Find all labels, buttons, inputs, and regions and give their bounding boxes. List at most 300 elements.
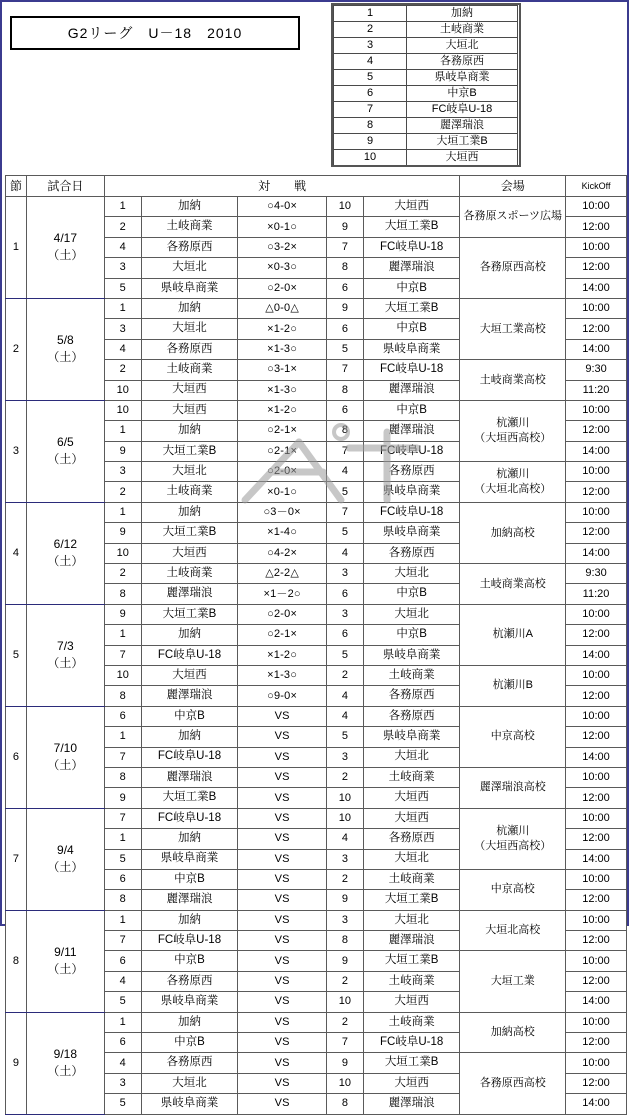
home-team-number: 9 <box>104 523 141 543</box>
venue-line: （大垣北高校） <box>474 482 552 495</box>
match-score: ○2-0× <box>238 462 327 482</box>
kickoff-time: 10:00 <box>566 869 627 889</box>
team-list-row <box>334 118 518 134</box>
match-score: VS <box>238 992 327 1012</box>
away-team-name: 中京B <box>363 625 460 645</box>
kickoff-time: 14:00 <box>566 441 627 461</box>
home-team-name: 県岐阜商業 <box>141 992 238 1012</box>
home-team-name: 大垣工業B <box>141 523 238 543</box>
match-date-weekday: （土） <box>47 452 84 467</box>
home-team-number: 1 <box>104 421 141 441</box>
kickoff-time: 10:00 <box>566 604 627 624</box>
away-team-name: 県岐阜商業 <box>363 339 460 359</box>
team-list-table <box>333 5 518 166</box>
venue-name <box>460 604 566 665</box>
home-team-number: 2 <box>104 564 141 584</box>
home-team-number: 1 <box>104 727 141 747</box>
away-team-number: 5 <box>326 482 363 502</box>
venue-line: 中京高校 <box>490 730 535 743</box>
away-team-number: 8 <box>326 258 363 278</box>
home-team-name: 麗澤瑞浪 <box>141 767 238 787</box>
away-team-name: 中京B <box>363 400 460 420</box>
venue-name <box>460 400 566 461</box>
match-score: ○2-0× <box>238 604 327 624</box>
away-team-number: 2 <box>326 665 363 685</box>
team-name: FC岐阜U-18 <box>407 102 518 118</box>
match-score: VS <box>238 1053 327 1073</box>
away-team-name: 各務原西 <box>363 829 460 849</box>
away-team-number: 6 <box>326 400 363 420</box>
away-team-number: 5 <box>326 523 363 543</box>
venue-name <box>460 197 566 238</box>
away-team-name: 麗澤瑞浪 <box>363 931 460 951</box>
kickoff-time: 14:00 <box>566 543 627 563</box>
home-team-name: 加納 <box>141 421 238 441</box>
away-team-name: 大垣北 <box>363 747 460 767</box>
match-score: ×1－2○ <box>238 584 327 604</box>
home-team-number: 6 <box>104 951 141 971</box>
home-team-name: 土岐商業 <box>141 217 238 237</box>
match-row <box>6 400 627 420</box>
home-team-name: 中京B <box>141 869 238 889</box>
match-score: VS <box>238 1033 327 1053</box>
away-team-name: 各務原西 <box>363 543 460 563</box>
away-team-name: 大垣北 <box>363 849 460 869</box>
away-team-number: 9 <box>326 1053 363 1073</box>
match-row <box>6 604 627 624</box>
venue-line: 中京高校 <box>490 883 535 896</box>
kickoff-time: 14:00 <box>566 1094 627 1114</box>
venue-name <box>460 360 566 401</box>
match-date-weekday: （土） <box>47 758 84 773</box>
away-team-number: 4 <box>326 462 363 482</box>
team-name: 県岐阜商業 <box>407 70 518 86</box>
match-score: ×1-2○ <box>238 645 327 665</box>
away-team-number: 9 <box>326 217 363 237</box>
away-team-name: 大垣北 <box>363 604 460 624</box>
header-date: 試合日 <box>26 176 104 197</box>
away-team-number: 7 <box>326 502 363 522</box>
away-team-number: 9 <box>326 951 363 971</box>
kickoff-time: 14:00 <box>566 645 627 665</box>
match-score: VS <box>238 1094 327 1114</box>
home-team-number: 10 <box>104 543 141 563</box>
match-date-day: 6/5 <box>57 434 74 449</box>
away-team-name: 麗澤瑞浪 <box>363 380 460 400</box>
section-number: 3 <box>6 400 27 502</box>
home-team-name: 県岐阜商業 <box>141 278 238 298</box>
away-team-number: 9 <box>326 890 363 910</box>
home-team-name: 加納 <box>141 197 238 217</box>
match-date-day: 9/4 <box>57 842 74 857</box>
away-team-name: 各務原西 <box>363 686 460 706</box>
match-score: VS <box>238 788 327 808</box>
match-score: VS <box>238 910 327 930</box>
home-team-number: 3 <box>104 258 141 278</box>
venue-line: 麗澤瑞浪高校 <box>479 781 546 794</box>
away-team-number: 6 <box>326 584 363 604</box>
kickoff-time: 12:00 <box>566 421 627 441</box>
venue-name <box>460 462 566 503</box>
kickoff-time: 10:00 <box>566 298 627 318</box>
home-team-number: 1 <box>104 910 141 930</box>
kickoff-time: 10:00 <box>566 1053 627 1073</box>
home-team-number: 9 <box>104 604 141 624</box>
away-team-number: 5 <box>326 645 363 665</box>
away-team-number: 8 <box>326 380 363 400</box>
away-team-name: 大垣工業B <box>363 890 460 910</box>
kickoff-time: 12:00 <box>566 1073 627 1093</box>
home-team-name: 加納 <box>141 829 238 849</box>
away-team-number: 2 <box>326 1012 363 1032</box>
home-team-name: FC岐阜U-18 <box>141 645 238 665</box>
home-team-number: 3 <box>104 319 141 339</box>
match-score: ×1-2○ <box>238 400 327 420</box>
kickoff-time: 14:00 <box>566 339 627 359</box>
team-name: 加納 <box>407 6 518 22</box>
home-team-number: 9 <box>104 441 141 461</box>
venue-line: 杭瀬川A <box>492 628 533 641</box>
home-team-number: 8 <box>104 890 141 910</box>
away-team-number: 4 <box>326 706 363 726</box>
match-score: VS <box>238 951 327 971</box>
home-team-name: 加納 <box>141 625 238 645</box>
home-team-name: 大垣工業B <box>141 604 238 624</box>
match-score: ○2-1× <box>238 625 327 645</box>
match-date-day: 9/11 <box>54 944 77 959</box>
venue-name <box>460 910 566 951</box>
kickoff-time: 11:20 <box>566 380 627 400</box>
venue-line: 大垣北高校 <box>485 924 541 937</box>
team-list-row <box>334 134 518 150</box>
away-team-name: 大垣西 <box>363 788 460 808</box>
home-team-number: 5 <box>104 278 141 298</box>
match-date <box>26 1012 104 1114</box>
venue-line: 杭瀬川 <box>496 468 530 481</box>
venue-line: （大垣西高校） <box>474 431 552 444</box>
team-number: 10 <box>334 150 407 166</box>
venue-name <box>460 502 566 563</box>
home-team-name: 土岐商業 <box>141 564 238 584</box>
home-team-name: 各務原西 <box>141 237 238 257</box>
away-team-name: 土岐商業 <box>363 665 460 685</box>
away-team-number: 7 <box>326 360 363 380</box>
team-number: 4 <box>334 54 407 70</box>
away-team-number: 3 <box>326 604 363 624</box>
match-score: VS <box>238 767 327 787</box>
page-title-box <box>10 16 300 50</box>
kickoff-time: 10:00 <box>566 910 627 930</box>
home-team-number: 4 <box>104 1053 141 1073</box>
home-team-name: 麗澤瑞浪 <box>141 584 238 604</box>
venue-name <box>460 808 566 869</box>
home-team-name: 大垣西 <box>141 543 238 563</box>
home-team-name: 大垣工業B <box>141 788 238 808</box>
match-date <box>26 197 104 299</box>
home-team-name: 各務原西 <box>141 971 238 991</box>
kickoff-time: 9:30 <box>566 360 627 380</box>
home-team-name: 加納 <box>141 502 238 522</box>
home-team-number: 10 <box>104 380 141 400</box>
match-score: VS <box>238 706 327 726</box>
home-team-name: 中京B <box>141 706 238 726</box>
kickoff-time: 12:00 <box>566 971 627 991</box>
page-title: G2リーグ U－18 2010 <box>67 25 243 41</box>
home-team-number: 8 <box>104 767 141 787</box>
kickoff-time: 12:00 <box>566 890 627 910</box>
venue-name <box>460 665 566 706</box>
away-team-number: 10 <box>326 1073 363 1093</box>
team-list-row <box>334 150 518 166</box>
home-team-name: 中京B <box>141 1033 238 1053</box>
venue-line: 大垣工業高校 <box>479 322 546 335</box>
team-number: 5 <box>334 70 407 86</box>
home-team-name: 大垣北 <box>141 319 238 339</box>
away-team-name: 大垣西 <box>363 197 460 217</box>
away-team-number: 6 <box>326 278 363 298</box>
away-team-number: 7 <box>326 237 363 257</box>
venue-line: 杭瀬川B <box>492 679 533 692</box>
away-team-number: 7 <box>326 441 363 461</box>
kickoff-time: 14:00 <box>566 278 627 298</box>
venue-name <box>460 1012 566 1053</box>
team-number: 9 <box>334 134 407 150</box>
kickoff-time: 10:00 <box>566 706 627 726</box>
home-team-number: 6 <box>104 869 141 889</box>
team-name: 各務原西 <box>407 54 518 70</box>
away-team-name: 麗澤瑞浪 <box>363 1094 460 1114</box>
away-team-number: 6 <box>326 625 363 645</box>
match-score: ×0-1○ <box>238 217 327 237</box>
home-team-name: 大垣北 <box>141 258 238 278</box>
match-score: VS <box>238 829 327 849</box>
away-team-name: 各務原西 <box>363 462 460 482</box>
kickoff-time: 10:00 <box>566 400 627 420</box>
home-team-number: 1 <box>104 829 141 849</box>
away-team-number: 4 <box>326 543 363 563</box>
home-team-name: FC岐阜U-18 <box>141 747 238 767</box>
match-score: △2-2△ <box>238 564 327 584</box>
home-team-number: 5 <box>104 849 141 869</box>
section-number: 6 <box>6 706 27 808</box>
section-number: 1 <box>6 197 27 299</box>
team-list-row <box>334 70 518 86</box>
home-team-number: 7 <box>104 808 141 828</box>
home-team-name: FC岐阜U-18 <box>141 931 238 951</box>
team-list-row <box>334 38 518 54</box>
away-team-name: 麗澤瑞浪 <box>363 258 460 278</box>
home-team-number: 7 <box>104 645 141 665</box>
match-score: ○2-1× <box>238 421 327 441</box>
home-team-number: 3 <box>104 462 141 482</box>
away-team-name: 土岐商業 <box>363 869 460 889</box>
team-name: 大垣西 <box>407 150 518 166</box>
match-score: ○3-2× <box>238 237 327 257</box>
match-score: VS <box>238 747 327 767</box>
venue-name <box>460 767 566 808</box>
away-team-number: 3 <box>326 910 363 930</box>
away-team-number: 5 <box>326 727 363 747</box>
home-team-name: 加納 <box>141 727 238 747</box>
match-date-weekday: （土） <box>47 248 84 263</box>
match-score: ○3－0× <box>238 502 327 522</box>
home-team-number: 1 <box>104 502 141 522</box>
team-list-row <box>334 54 518 70</box>
kickoff-time: 14:00 <box>566 849 627 869</box>
team-number: 1 <box>334 6 407 22</box>
kickoff-time: 10:00 <box>566 665 627 685</box>
venue-name <box>460 951 566 1012</box>
team-name: 土岐商業 <box>407 22 518 38</box>
away-team-name: 大垣北 <box>363 910 460 930</box>
home-team-name: 加納 <box>141 910 238 930</box>
away-team-name: 大垣工業B <box>363 217 460 237</box>
team-name: 中京B <box>407 86 518 102</box>
away-team-number: 8 <box>326 421 363 441</box>
home-team-number: 6 <box>104 706 141 726</box>
match-score: ○2-0× <box>238 278 327 298</box>
home-team-name: 加納 <box>141 1012 238 1032</box>
match-date-weekday: （土） <box>47 860 84 875</box>
away-team-number: 8 <box>326 1094 363 1114</box>
home-team-number: 2 <box>104 482 141 502</box>
match-row <box>6 706 627 726</box>
match-score: VS <box>238 971 327 991</box>
away-team-name: 大垣工業B <box>363 298 460 318</box>
match-date <box>26 808 104 910</box>
venue-line: （大垣西高校） <box>474 839 552 852</box>
match-score: ×0-3○ <box>238 258 327 278</box>
kickoff-time: 12:00 <box>566 625 627 645</box>
match-score: VS <box>238 849 327 869</box>
away-team-name: 県岐阜商業 <box>363 727 460 747</box>
away-team-number: 8 <box>326 931 363 951</box>
team-name: 大垣北 <box>407 38 518 54</box>
match-row <box>6 808 627 828</box>
match-score: ○3-1× <box>238 360 327 380</box>
kickoff-time: 12:00 <box>566 1033 627 1053</box>
venue-name <box>460 237 566 298</box>
kickoff-time: 10:00 <box>566 462 627 482</box>
away-team-number: 5 <box>326 339 363 359</box>
section-number: 7 <box>6 808 27 910</box>
kickoff-time: 12:00 <box>566 482 627 502</box>
match-score: ○4-0× <box>238 197 327 217</box>
kickoff-time: 10:00 <box>566 197 627 217</box>
kickoff-time: 14:00 <box>566 747 627 767</box>
match-date-day: 7/10 <box>53 740 78 755</box>
home-team-name: 麗澤瑞浪 <box>141 686 238 706</box>
away-team-name: 大垣西 <box>363 1073 460 1093</box>
home-team-name: 麗澤瑞浪 <box>141 890 238 910</box>
home-team-name: 中京B <box>141 951 238 971</box>
away-team-number: 2 <box>326 971 363 991</box>
match-date-weekday: （土） <box>47 554 84 569</box>
section-number: 8 <box>6 910 27 1012</box>
away-team-name: 大垣工業B <box>363 951 460 971</box>
match-date <box>26 706 104 808</box>
kickoff-time: 10:00 <box>566 808 627 828</box>
kickoff-time: 12:00 <box>566 258 627 278</box>
away-team-name: 土岐商業 <box>363 767 460 787</box>
home-team-name: 各務原西 <box>141 1053 238 1073</box>
venue-line: 土岐商業高校 <box>479 373 546 386</box>
home-team-number: 8 <box>104 584 141 604</box>
kickoff-time: 14:00 <box>566 992 627 1012</box>
home-team-number: 1 <box>104 625 141 645</box>
match-row <box>6 502 627 522</box>
team-list-row <box>334 6 518 22</box>
away-team-name: 県岐阜商業 <box>363 523 460 543</box>
home-team-number: 1 <box>104 197 141 217</box>
team-number: 3 <box>334 38 407 54</box>
away-team-name: 土岐商業 <box>363 1012 460 1032</box>
kickoff-time: 12:00 <box>566 686 627 706</box>
section-number: 5 <box>6 604 27 706</box>
home-team-number: 2 <box>104 217 141 237</box>
away-team-name: 大垣北 <box>363 564 460 584</box>
match-score: ×0-1○ <box>238 482 327 502</box>
venue-name <box>460 1053 566 1114</box>
away-team-name: 中京B <box>363 584 460 604</box>
venue-line: 杭瀬川 <box>496 824 530 837</box>
match-row <box>6 197 627 217</box>
team-name: 麗澤瑞浪 <box>407 118 518 134</box>
away-team-name: FC岐阜U-18 <box>363 441 460 461</box>
match-score: VS <box>238 808 327 828</box>
kickoff-time: 12:00 <box>566 829 627 849</box>
match-score: ×1-3○ <box>238 339 327 359</box>
kickoff-time: 10:00 <box>566 1012 627 1032</box>
home-team-name: 大垣北 <box>141 1073 238 1093</box>
venue-line: 加納高校 <box>490 1026 535 1039</box>
header-section: 節 <box>6 176 27 197</box>
away-team-number: 10 <box>326 808 363 828</box>
venue-line: 各務原スポーツ広場 <box>463 210 563 223</box>
home-team-number: 7 <box>104 747 141 767</box>
away-team-number: 3 <box>326 564 363 584</box>
match-score: VS <box>238 931 327 951</box>
away-team-name: FC岐阜U-18 <box>363 502 460 522</box>
match-date-day: 6/12 <box>53 536 78 551</box>
venue-name <box>460 564 566 605</box>
away-team-number: 10 <box>326 788 363 808</box>
home-team-number: 5 <box>104 992 141 1012</box>
home-team-number: 4 <box>104 237 141 257</box>
kickoff-time: 10:00 <box>566 951 627 971</box>
match-score: ○2-1× <box>238 441 327 461</box>
home-team-name: 加納 <box>141 298 238 318</box>
kickoff-time: 12:00 <box>566 788 627 808</box>
match-score: VS <box>238 890 327 910</box>
match-date-day: 9/18 <box>53 1046 78 1061</box>
match-score: VS <box>238 1073 327 1093</box>
match-date-day: 7/3 <box>57 638 74 653</box>
match-date-weekday: （土） <box>47 656 84 671</box>
team-list-row <box>334 86 518 102</box>
match-row <box>6 1012 627 1032</box>
schedule-header-row <box>6 176 627 197</box>
home-team-name: 県岐阜商業 <box>141 1094 238 1114</box>
header-kickoff: KickOff <box>566 176 627 197</box>
away-team-name: 麗澤瑞浪 <box>363 421 460 441</box>
home-team-number: 6 <box>104 1033 141 1053</box>
match-score: ×1-2○ <box>238 319 327 339</box>
match-score: ○9-0× <box>238 686 327 706</box>
home-team-name: 大垣西 <box>141 665 238 685</box>
match-date <box>26 604 104 706</box>
kickoff-time: 11:20 <box>566 584 627 604</box>
